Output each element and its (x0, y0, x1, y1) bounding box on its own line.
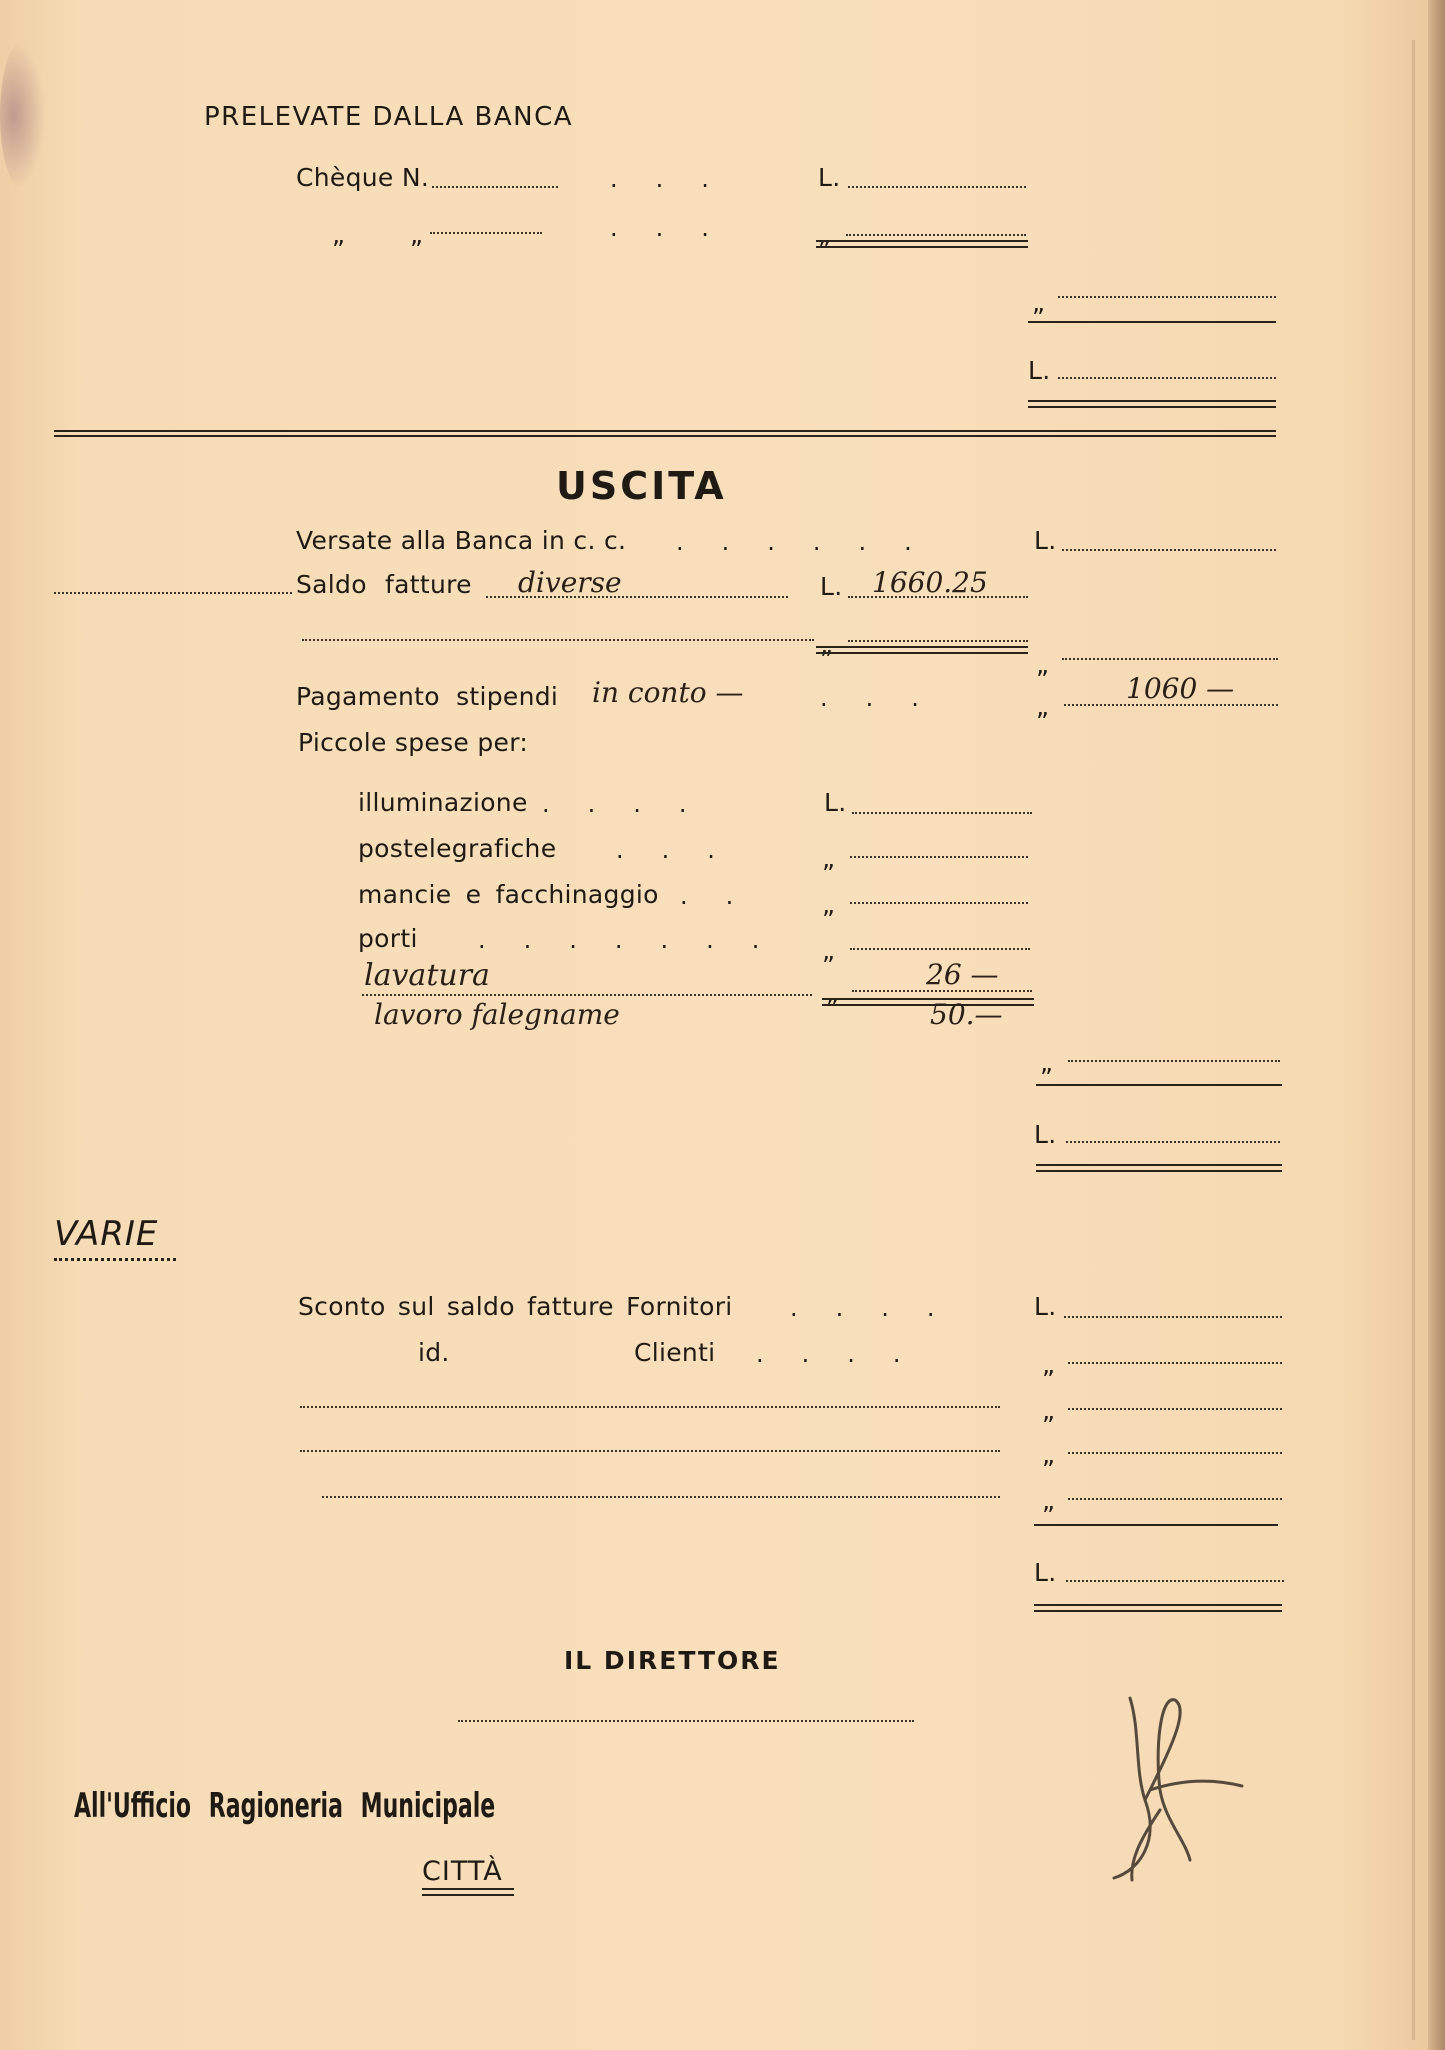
varie-grand-total-rule (1034, 1604, 1282, 1612)
saldo-lire: L. (820, 572, 843, 601)
piccole-spese-label: Piccole spese per: (298, 728, 529, 757)
item-mancie: mancie e facchinaggio (358, 880, 659, 909)
varie-row-4-description[interactable] (300, 1450, 1000, 1452)
extra-item-1-handwritten: lavatura (364, 958, 490, 993)
leader-dots: .... (542, 790, 725, 818)
subtotal-rule (816, 240, 1028, 248)
pagamento-handwritten-note: in conto — (592, 676, 744, 709)
prelevate-subtotal-field[interactable] (1058, 296, 1276, 298)
varie-row-3-ditto: „ (1042, 1396, 1056, 1425)
leader-dots: ... (820, 684, 957, 712)
cheque-amount-field[interactable] (848, 186, 1026, 188)
piccole-total-rule (1036, 1084, 1282, 1086)
leader-dots: ... (616, 836, 753, 864)
stain-mark (0, 40, 46, 190)
item-postelegrafiche-ditto: „ (822, 844, 836, 873)
saldo-second-line[interactable] (302, 639, 814, 641)
sconto-lire: L. (1034, 1292, 1057, 1321)
item-mancie-field[interactable] (850, 902, 1028, 904)
leader-dots: ... (610, 214, 747, 242)
varie-row-5-description[interactable] (322, 1496, 1000, 1498)
extra-item-2-amount: 50.— (930, 998, 1003, 1031)
sconto-label: Sconto sul saldo fatture Fornitori (298, 1292, 733, 1321)
total-rule (1028, 321, 1276, 323)
saldo-left-line (54, 592, 292, 594)
grand-total-rule (1028, 400, 1276, 408)
item-illuminazione-lire: L. (824, 788, 847, 817)
varie-total-rule (1034, 1524, 1278, 1526)
extra-item-1-amount: 26 — (926, 958, 999, 991)
section-divider (54, 430, 1276, 437)
uscita-total-field[interactable] (1066, 1141, 1280, 1143)
cheque-number-field-2[interactable] (430, 232, 542, 234)
leader-dots: .... (756, 1340, 939, 1368)
paper-edge-shadow (1412, 40, 1415, 2040)
varie-row-5-ditto: „ (1042, 1486, 1056, 1515)
direttore-label: IL DIRETTORE (564, 1646, 781, 1675)
saldo-total-field[interactable] (1062, 658, 1278, 660)
extra-item-1-ditto: „ (826, 978, 840, 1007)
prelevate-total-field[interactable] (1058, 377, 1276, 379)
saldo-handwritten-description: diverse (518, 566, 622, 599)
cheque-number-field[interactable] (432, 186, 558, 188)
piccole-subtotal-ditto: „ (1040, 1048, 1054, 1077)
prelevate-title: PRELEVATE DALLA BANCA (204, 102, 574, 132)
varie-heading: VARIE (54, 1214, 159, 1254)
versate-amount-field[interactable] (1062, 549, 1276, 551)
pagamento-label: Pagamento stipendi (296, 682, 559, 711)
cheque-lire: L. (818, 163, 841, 192)
ditto-mark: „ (332, 220, 346, 249)
citta-label: CITTÀ (422, 1856, 503, 1887)
ditto-mark: „ (410, 220, 424, 249)
uscita-heading: USCITA (556, 464, 727, 508)
direttore-signature-line[interactable] (458, 1720, 914, 1722)
pagamento-handwritten-amount: 1060 — (1126, 672, 1235, 705)
saldo-handwritten-amount: 1660.25 (872, 566, 988, 599)
id-label: id. (418, 1338, 450, 1367)
saldo-second-amount[interactable] (848, 640, 1028, 642)
recipient-address: All'Ufficio Ragioneria Municipale (74, 1786, 496, 1826)
versate-lire: L. (1034, 526, 1057, 555)
leader-dots: ...... (676, 528, 950, 556)
varie-row-3-description[interactable] (300, 1406, 1000, 1408)
item-porti-field[interactable] (850, 948, 1030, 950)
item-mancie-ditto: „ (822, 890, 836, 919)
uscita-grand-total-rule (1036, 1164, 1282, 1172)
item-illuminazione-field[interactable] (852, 812, 1032, 814)
varie-total-field[interactable] (1066, 1580, 1284, 1582)
item-postelegrafiche: postelegrafiche (358, 834, 557, 863)
ditto-total: „ (1032, 288, 1046, 317)
uscita-total-lire: L. (1034, 1120, 1057, 1149)
item-postelegrafiche-field[interactable] (850, 856, 1028, 858)
item-porti-ditto: „ (822, 936, 836, 965)
leader-dots: .... (790, 1294, 973, 1322)
saldo-label: Saldo fatture (296, 570, 472, 599)
varie-row-5-amount[interactable] (1068, 1498, 1282, 1500)
extra-item-2-handwritten: lavoro falegname (374, 998, 620, 1031)
sconto-amount-field[interactable] (1064, 1316, 1282, 1318)
extra-item-1-line[interactable] (362, 994, 812, 996)
pagamento-ditto: „ (1036, 692, 1050, 721)
cheque-amount-field-2[interactable] (846, 234, 1026, 236)
cheque-label: Chèque N. (296, 163, 430, 192)
clienti-amount-field[interactable] (1068, 1362, 1282, 1364)
item-porti: porti (358, 924, 418, 953)
leader-dots: .. (680, 882, 772, 910)
varie-row-4-amount[interactable] (1068, 1452, 1282, 1454)
piccole-subtotal-field[interactable] (1068, 1060, 1280, 1062)
clienti-ditto: „ (1042, 1350, 1056, 1379)
saldo-subtotal-rule (816, 646, 1028, 654)
varie-total-lire: L. (1034, 1558, 1057, 1587)
lire-total: L. (1028, 356, 1051, 385)
versate-label: Versate alla Banca in c. c. (296, 526, 627, 555)
clienti-label: Clienti (634, 1338, 716, 1367)
saldo-ditto: „ (820, 630, 834, 659)
varie-underline (54, 1258, 176, 1261)
leader-dots: ... (610, 165, 747, 193)
ditto-amount: „ (818, 220, 832, 249)
varie-row-4-ditto: „ (1042, 1440, 1056, 1469)
handwritten-signature (1100, 1690, 1250, 1890)
leader-dots: ....... (478, 926, 798, 954)
saldo-sub-ditto: „ (1036, 650, 1050, 679)
item-illuminazione: illuminazione (358, 788, 528, 817)
paper-edge (1428, 0, 1445, 2050)
varie-row-3-amount[interactable] (1068, 1408, 1282, 1410)
citta-underline (422, 1888, 514, 1896)
